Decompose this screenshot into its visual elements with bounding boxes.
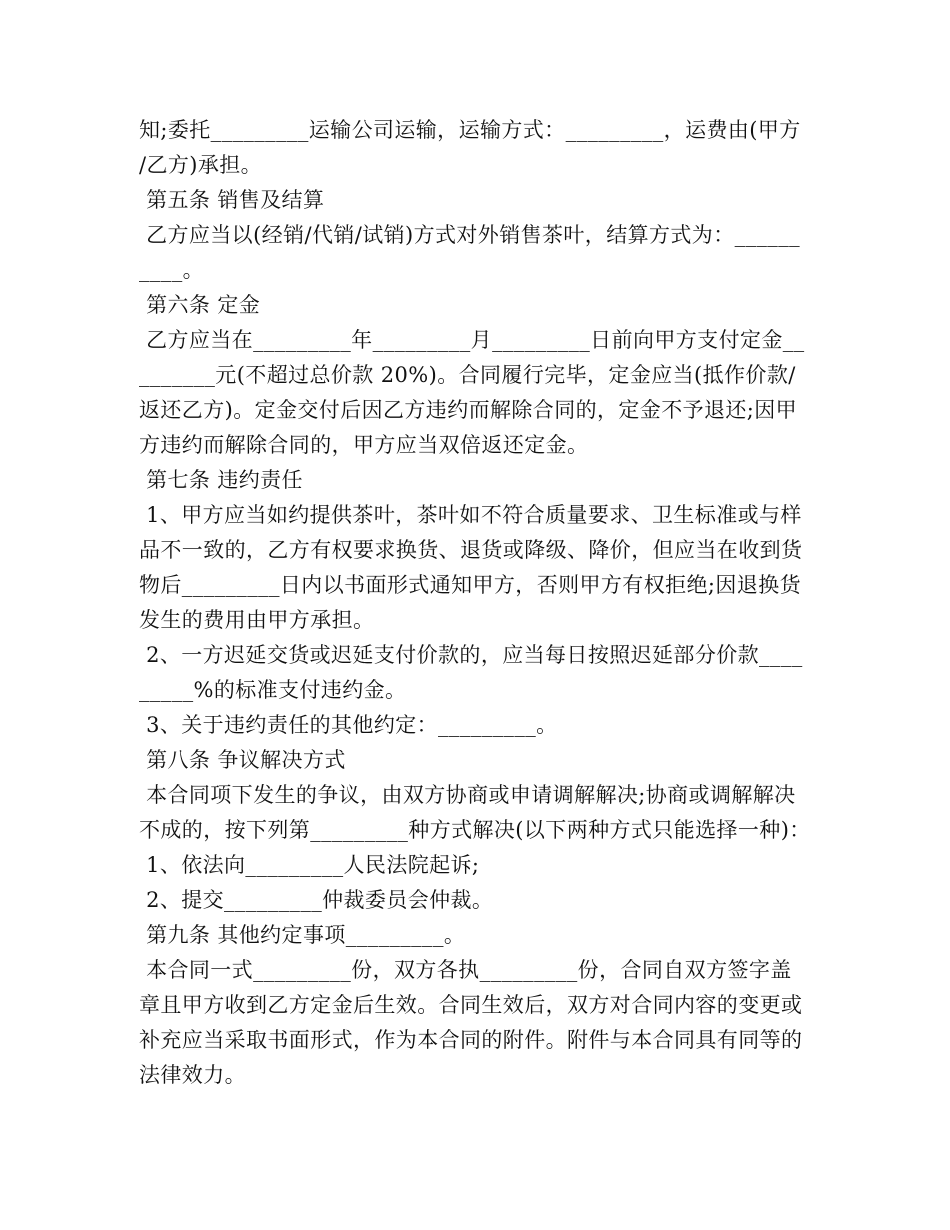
- section-heading: 第七条 违约责任: [139, 468, 303, 492]
- section-heading: 第五条 销售及结算: [139, 188, 325, 212]
- text-line: 2、提交_________仲裁委员会仲裁。: [139, 888, 494, 912]
- text-line: 3、关于违约责任的其他约定：_________。: [139, 713, 558, 737]
- text-line: 章且甲方收到乙方定金后生效。合同生效后，双方对合同内容的变更或: [139, 993, 803, 1017]
- text-line: 本合同一式_________份，双方各执_________份，合同自双方签字盖: [139, 958, 792, 982]
- text-line: 乙方应当以(经销/代销/试销)方式对外销售茶叶，结算方式为：______: [139, 223, 801, 247]
- text-line: 1、甲方应当如约提供茶叶，茶叶如不符合质量要求、卫生标准或与样: [139, 503, 802, 527]
- text-line: _____%的标准支付违约金。: [139, 678, 407, 702]
- text-line: 不成的，按下列第_________种方式解决(以下两种方式只能选择一种)：: [139, 818, 811, 842]
- text-line: 法律效力。: [139, 1063, 246, 1087]
- text-line: _______元(不超过总价款 20%)。合同履行完毕，定金应当(抵作价款/: [139, 363, 796, 387]
- text-line: 本合同项下发生的争议，由双方协商或申请调解解决;协商或调解解决: [139, 783, 796, 807]
- text-line: 2、一方迟延交货或迟延支付价款的，应当每日按照迟延部分价款____: [139, 643, 803, 667]
- document-body: [139, 113, 819, 1093]
- text-line: 补充应当采取书面形式，作为本合同的附件。附件与本合同具有同等的: [139, 1028, 803, 1052]
- text-line: 返还乙方)。定金交付后因乙方违约而解除合同的，定金不予退还;因甲: [139, 398, 798, 422]
- section-heading: 第八条 争议解决方式: [139, 748, 346, 772]
- section-heading: 第九条 其他约定事项_________。: [139, 923, 466, 947]
- text-line: /乙方)承担。: [139, 153, 263, 177]
- text-line: 方违约而解除合同的，甲方应当双倍返还定金。: [139, 433, 589, 457]
- text-line: 发生的费用由甲方承担。: [139, 608, 375, 632]
- section-heading: 第六条 定金: [139, 293, 261, 317]
- text-line: 乙方应当在_________年_________月_________日前向甲方支付定金__: [139, 328, 805, 352]
- text-line: 物后_________日内以书面形式通知甲方，否则甲方有权拒绝;因退换货: [139, 573, 801, 597]
- text-line: 知;委托_________运输公司运输，运输方式：_________，运费由(甲方: [139, 118, 801, 142]
- text-line: 1、依法向_________人民法院起诉;: [139, 853, 480, 877]
- text-line: 品不一致的，乙方有权要求换货、退货或降级、降价，但应当在收到货: [139, 538, 803, 562]
- text-line: ____。: [139, 258, 204, 282]
